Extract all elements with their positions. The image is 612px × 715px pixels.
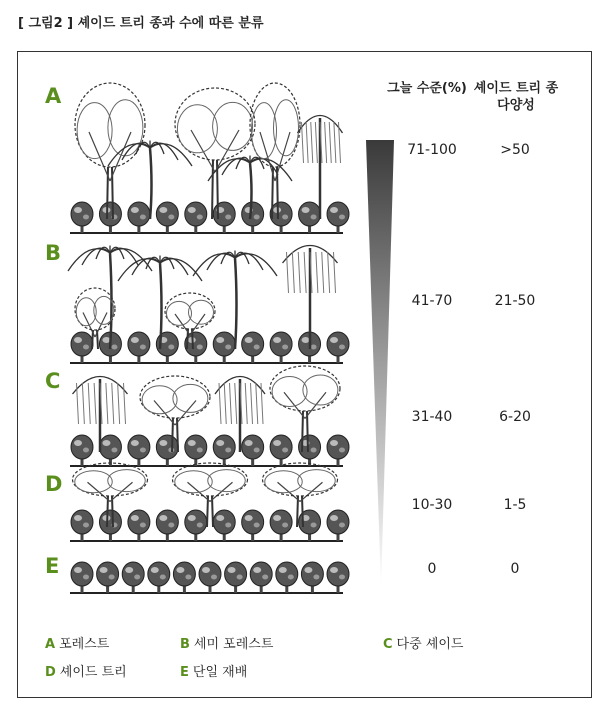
diversity-value-b: 21-50: [494, 293, 536, 309]
legend-item-c: [383, 633, 463, 652]
legend-key: A: [45, 637, 56, 652]
row-letter-d: D: [45, 472, 63, 496]
legend-item-b: [180, 633, 273, 652]
scene-c: [70, 366, 349, 466]
scenes: [68, 83, 349, 593]
row-letter-a: A: [45, 84, 62, 108]
diversity-value-a: >50: [500, 142, 530, 158]
legend-key: D: [45, 665, 56, 680]
diversity-column-header: [466, 80, 566, 114]
shade-value-a: 71-100: [407, 142, 457, 158]
scene-d: [70, 463, 349, 541]
scene-b: [68, 246, 349, 364]
row-letter-b: B: [45, 241, 62, 265]
legend-item-e: [180, 661, 247, 680]
row-letter-e: E: [45, 554, 60, 578]
shade-value-b: 41-70: [411, 293, 453, 309]
diversity-header-line1: 셰이드 트리 종: [473, 81, 559, 96]
legend-label: 다중 셰이드: [396, 637, 464, 652]
scene-e: [70, 562, 349, 593]
legend-label: 셰이드 트리: [59, 665, 127, 680]
shade-value-d: 10-30: [411, 497, 453, 513]
legend-key: E: [180, 665, 189, 680]
legend-label: 세미 포레스트: [193, 637, 274, 652]
diversity-value-c: 6-20: [499, 409, 531, 425]
shade-gradient-wedge: [366, 140, 394, 588]
diversity-value-d: 1-5: [503, 497, 527, 513]
shade-column-header: 그늘 수준(%): [387, 81, 467, 96]
legend-key: B: [180, 637, 190, 652]
shade-value-c: 31-40: [411, 409, 453, 425]
shade-value-e: 0: [427, 561, 437, 577]
legend-label: 포레스트: [59, 637, 110, 652]
legend-key: C: [383, 637, 393, 652]
scene-a: [70, 83, 349, 233]
figure-title: [ 그림2 ] 셰이드 트리 종과 수에 따른 분류: [18, 16, 264, 31]
legend-label: 단일 재배: [192, 665, 248, 680]
legend-item-d: [45, 661, 127, 680]
diversity-header-line2: 다양성: [497, 98, 535, 113]
row-letter-c: C: [45, 369, 61, 393]
diversity-value-e: 0: [510, 561, 520, 577]
legend-item-a: [45, 633, 109, 652]
